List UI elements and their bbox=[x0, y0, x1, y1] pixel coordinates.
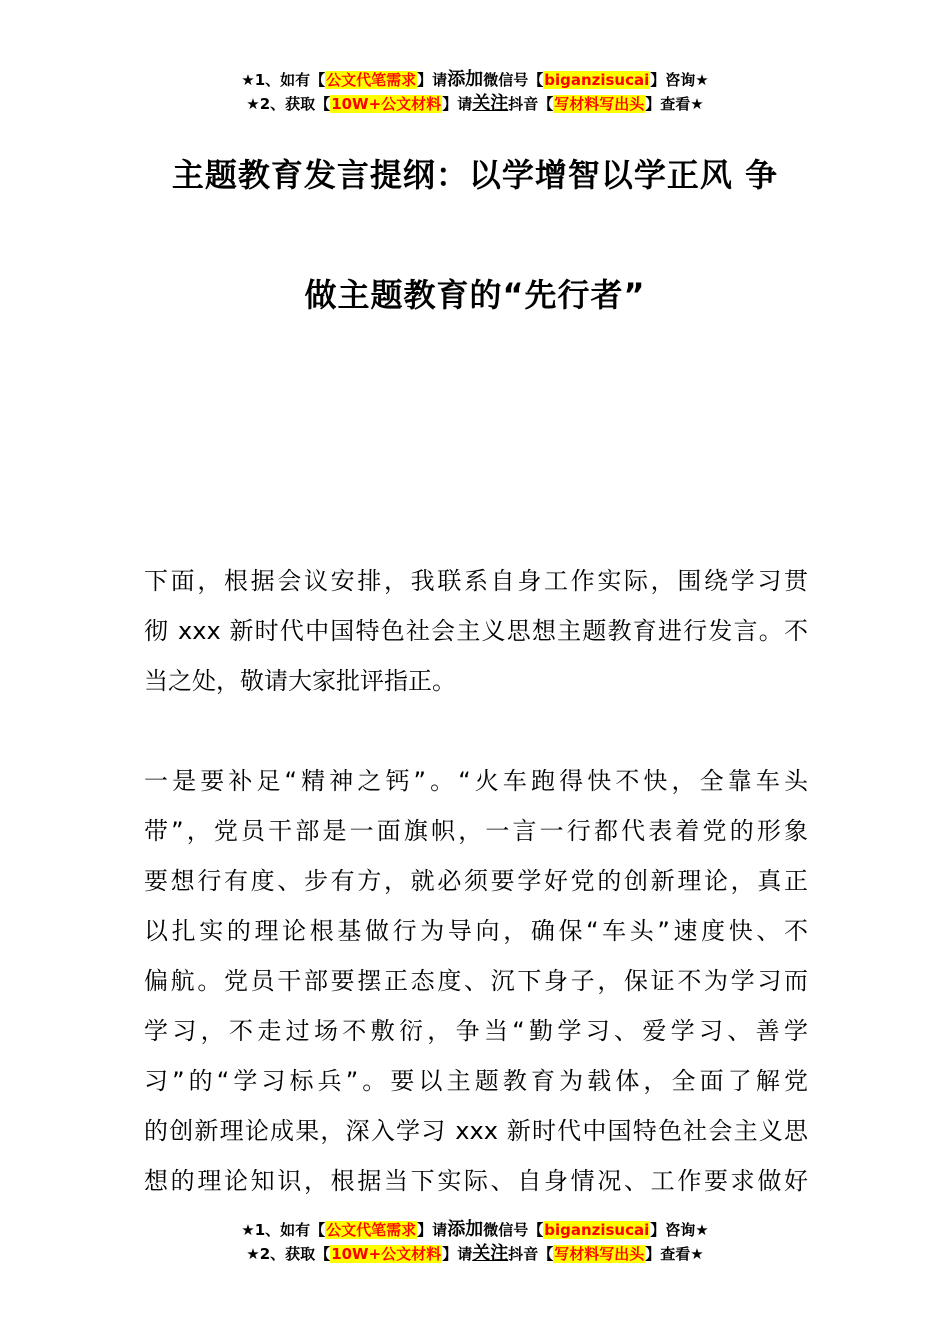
banner-line-2 bbox=[0, 1242, 950, 1266]
paragraph-line: 彻 xxx 新时代中国特色社会主义思想主题教育进行发言。不 bbox=[144, 617, 808, 645]
banner-text: ★2、获取【 bbox=[246, 1245, 331, 1263]
banner-emphasis: 关注 bbox=[472, 1243, 509, 1264]
paragraph-2 bbox=[144, 756, 808, 1196]
banner-line-1 bbox=[0, 68, 950, 92]
banner-text: 】查看★ bbox=[645, 95, 704, 113]
banner-text: 】请 bbox=[417, 71, 448, 89]
banner-text: ★2、获取【 bbox=[246, 95, 331, 113]
paragraph-1 bbox=[144, 556, 808, 706]
banner-text: 抖音【 bbox=[508, 1245, 554, 1263]
document-title-line-2: 做主题教育的“先行者” bbox=[304, 276, 646, 314]
header-banner bbox=[0, 68, 950, 116]
banner-text: ★1、如有【 bbox=[241, 71, 326, 89]
banner-highlight: biganzisucai bbox=[544, 71, 650, 89]
banner-text: 】请 bbox=[417, 1221, 448, 1239]
paragraph-line: 习”的“学习标兵”。要以主题教育为载体，全面了解党 bbox=[144, 1067, 808, 1095]
paragraph-line: 下面，根据会议安排，我联系自身工作实际，围绕学习贯 bbox=[144, 567, 808, 595]
banner-highlight: 写材料写出头 bbox=[554, 1245, 645, 1263]
paragraph-line: 要想行有度、步有方，就必须要学好党的创新理论，真正 bbox=[144, 867, 808, 895]
banner-text: 】咨询★ bbox=[650, 71, 709, 89]
banner-emphasis: 添加 bbox=[447, 69, 484, 90]
banner-text: 微信号【 bbox=[483, 1221, 544, 1239]
paragraph-line: 带”，党员干部是一面旗帜，一言一行都代表着党的形象 bbox=[144, 817, 808, 845]
banner-line-1 bbox=[0, 1218, 950, 1242]
document-title-line-1: 主题教育发言提纲：以学增智以学正风 争 bbox=[171, 156, 779, 194]
banner-text: 】请 bbox=[442, 95, 473, 113]
paragraph-line: 一是要补足“精神之钙”。“火车跑得快不快，全靠车头 bbox=[144, 767, 808, 795]
banner-emphasis: 添加 bbox=[447, 1219, 484, 1240]
banner-line-2 bbox=[0, 92, 950, 116]
banner-text: 】查看★ bbox=[645, 1245, 704, 1263]
paragraph-line: 以扎实的理论根基做行为导向，确保“车头”速度快、不 bbox=[144, 917, 808, 945]
banner-highlight: 公文代笔需求 bbox=[326, 71, 417, 89]
banner-highlight: 10W+公文材料 bbox=[331, 1245, 442, 1263]
paragraph-line: 想的理论知识，根据当下实际、自身情况、工作要求做好 bbox=[144, 1167, 808, 1195]
banner-text: 】请 bbox=[442, 1245, 473, 1263]
paragraph-line: 的创新理论成果，深入学习 xxx 新时代中国特色社会主义思 bbox=[144, 1117, 808, 1145]
banner-highlight: 写材料写出头 bbox=[554, 95, 645, 113]
banner-text: 抖音【 bbox=[508, 95, 554, 113]
paragraph-line: 偏航。党员干部要摆正态度、沉下身子，保证不为学习而 bbox=[144, 967, 808, 995]
banner-emphasis: 关注 bbox=[472, 93, 509, 114]
footer-banner bbox=[0, 1218, 950, 1266]
paragraph-line: 学习，不走过场不敷衍，争当“勤学习、爱学习、善学 bbox=[144, 1017, 808, 1045]
banner-text: ★1、如有【 bbox=[241, 1221, 326, 1239]
banner-text: 】咨询★ bbox=[650, 1221, 709, 1239]
banner-highlight: 10W+公文材料 bbox=[331, 95, 442, 113]
banner-text: 微信号【 bbox=[483, 71, 544, 89]
banner-highlight: 公文代笔需求 bbox=[326, 1221, 417, 1239]
banner-highlight: biganzisucai bbox=[544, 1221, 650, 1239]
paragraph-line: 当之处，敬请大家批评指正。 bbox=[144, 667, 456, 695]
